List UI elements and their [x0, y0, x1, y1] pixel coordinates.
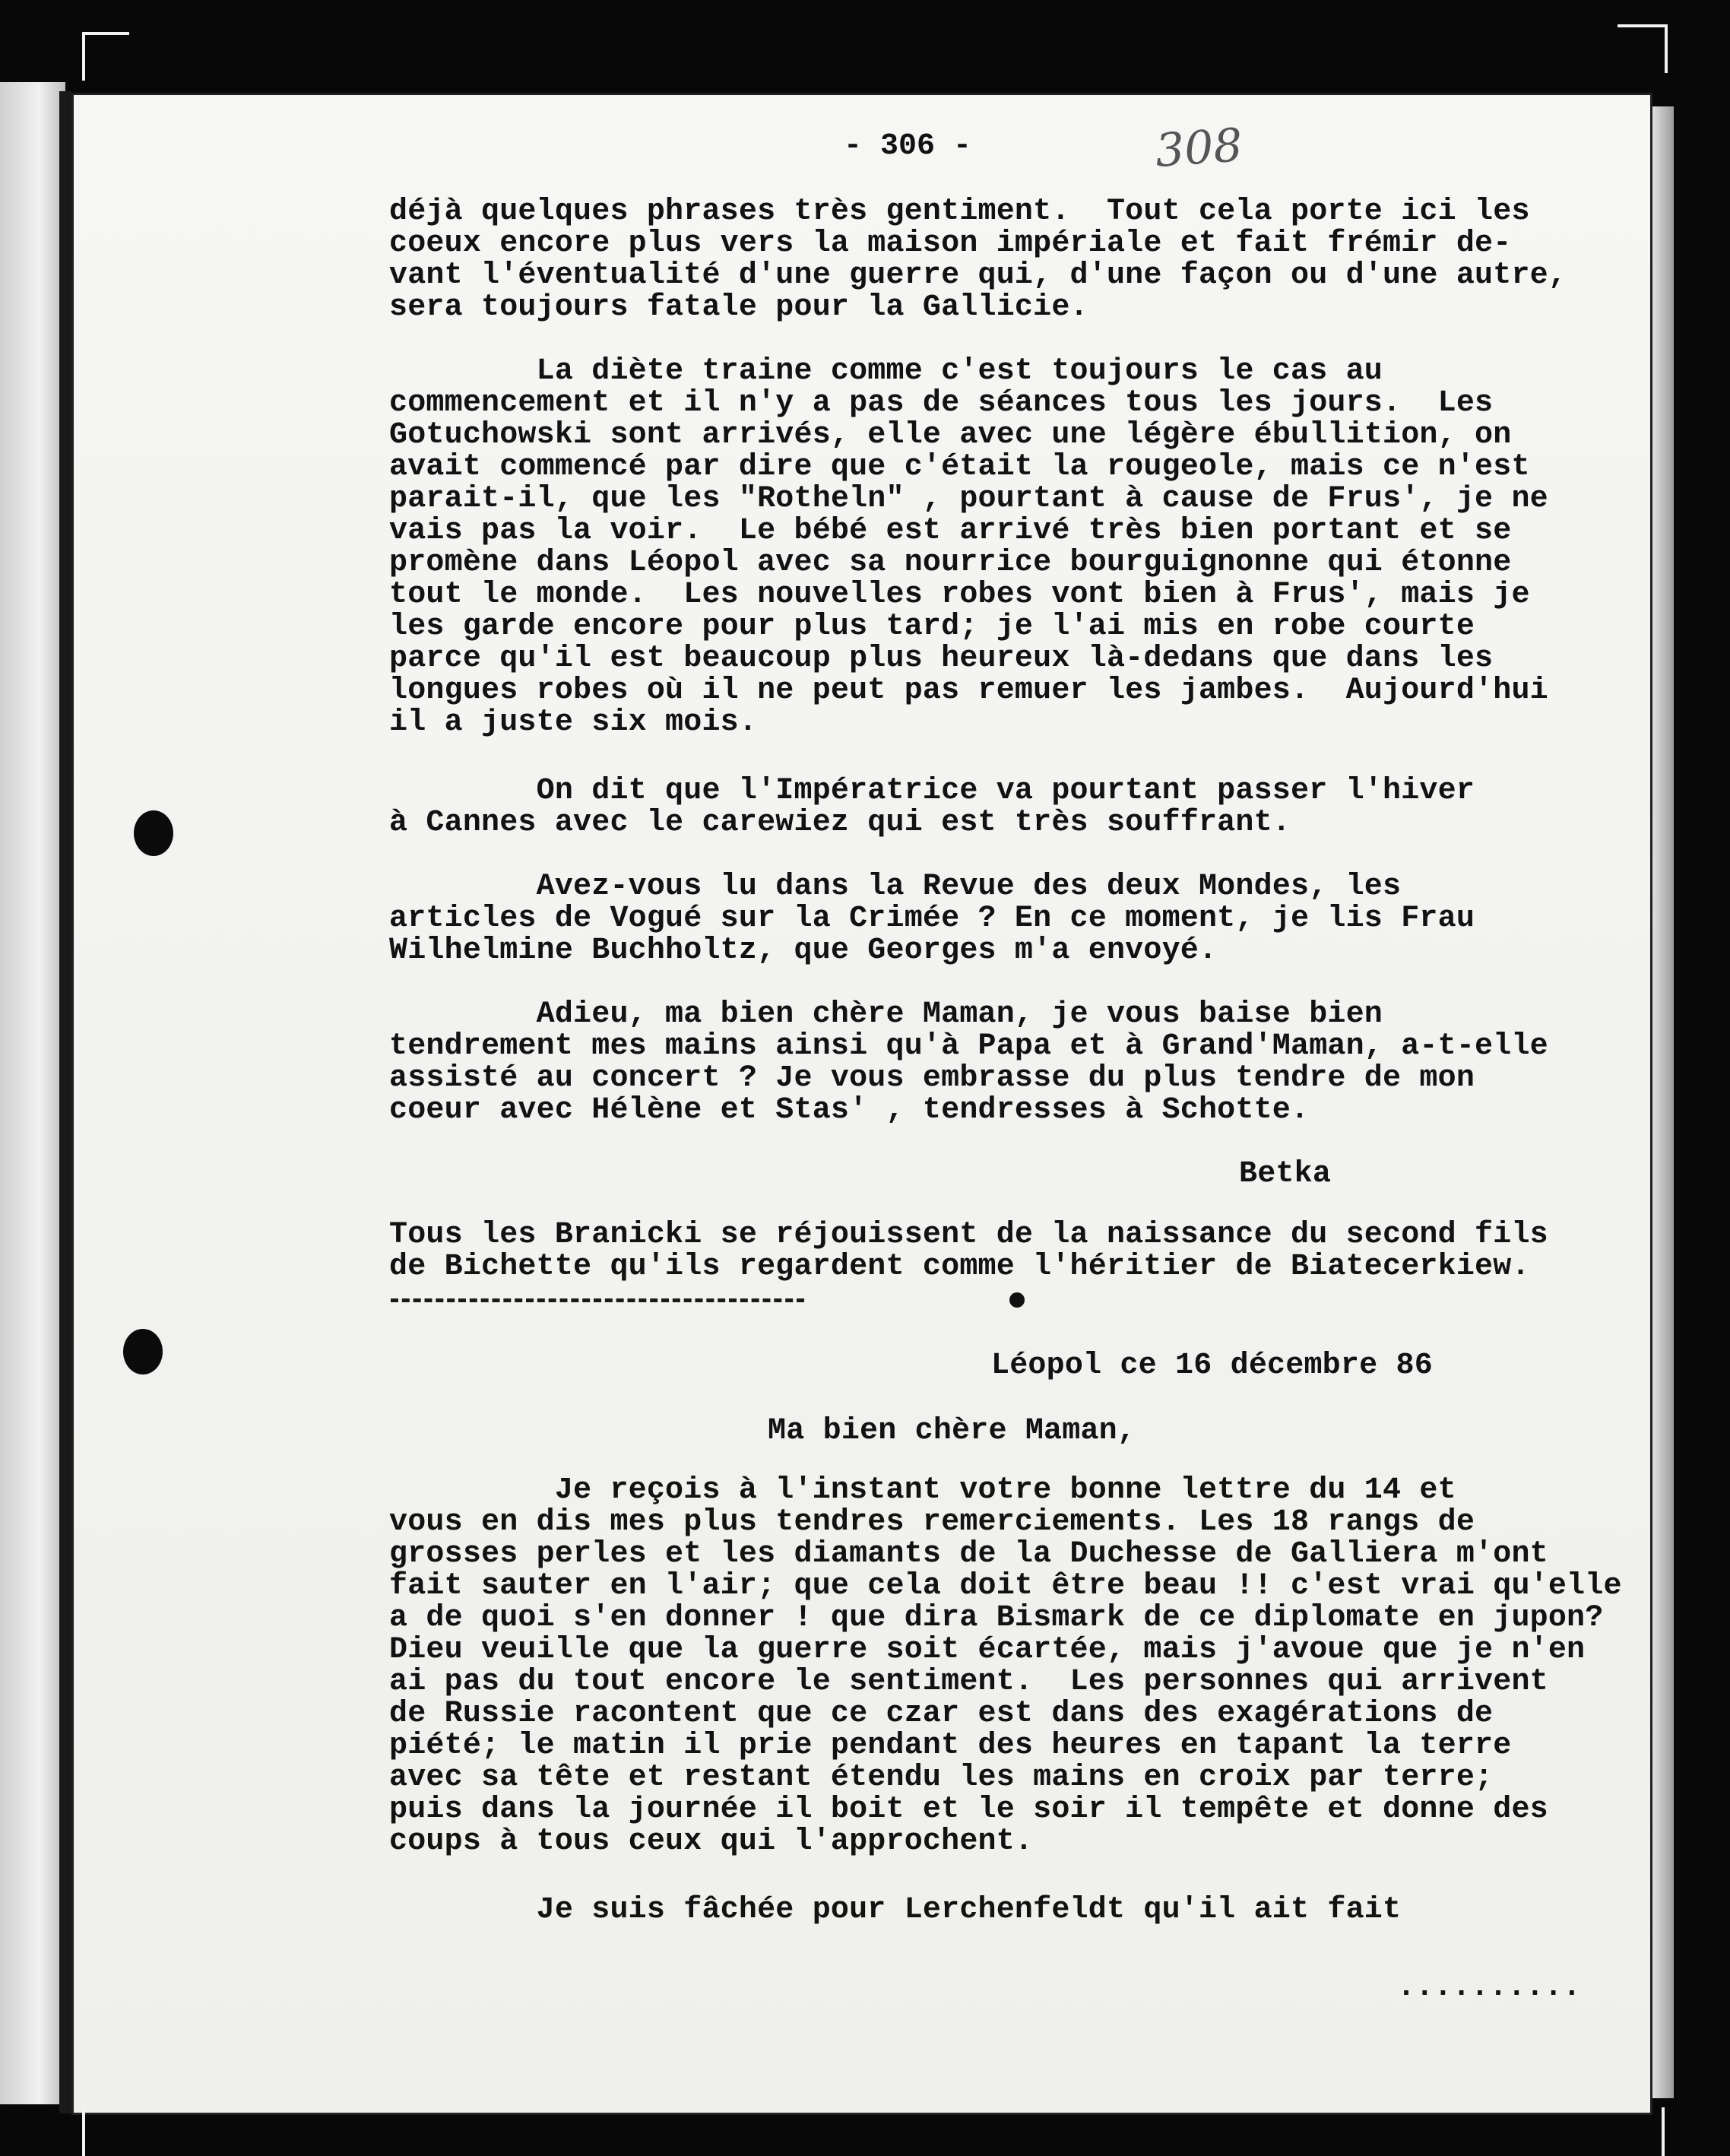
text-line: déjà quelques phrases très gentiment. Tout cela porte ici les: [389, 195, 1530, 229]
separator-dot: [1009, 1292, 1025, 1308]
dateline: Léopol ce 16 décembre 86: [991, 1349, 1433, 1383]
signature: Betka: [1239, 1157, 1332, 1191]
punch-hole: [123, 1329, 163, 1374]
crop-mark-bottom-right: [1662, 2107, 1668, 2156]
punch-hole: [134, 810, 173, 856]
text-line: a de quoi s'en donner ! que dira Bismark de ce diplomate en jupon?: [389, 1601, 1604, 1635]
text-line: Wilhelmine Buchholtz, que Georges m'a envoyé.: [389, 934, 1218, 968]
text-line: parait-il, que les "Rotheln" , pourtant à cause de Frus', je ne: [389, 482, 1548, 516]
text-line: Gotuchowski sont arrivés, elle avec une légère ébullition, on: [389, 418, 1512, 452]
text-line: piété; le matin il prie pendant des heures en tapant la terre: [389, 1729, 1512, 1763]
text-line: tout le monde. Les nouvelles robes vont bien à Frus', mais je: [389, 578, 1530, 612]
text-line: coups à tous ceux qui l'approchent.: [389, 1825, 1034, 1859]
text-line: sera toujours fatale pour la Gallicie.: [389, 290, 1088, 325]
text-line: parce qu'il est beaucoup plus heureux là-dedans que dans les: [389, 642, 1494, 676]
paragraph-3: [389, 775, 1681, 839]
text-line: Avez-vous lu dans la Revue des deux Mondes, les: [389, 870, 1402, 904]
text-line: de Russie racontent que ce czar est dans des exagérations de: [389, 1697, 1494, 1731]
text-line: assisté au concert ? Je vous embrasse du plus tendre de mon: [389, 1061, 1475, 1095]
text-line: Je suis fâchée pour Lerchenfeldt qu'il ait fait: [389, 1893, 1402, 1927]
text-line: tendrement mes mains ainsi qu'à Papa et à Grand'Maman, a-t-elle: [389, 1029, 1548, 1064]
handwritten-page-annotation: 308: [1153, 119, 1244, 178]
adjacent-page-edge: [0, 82, 65, 2104]
crop-mark-top-left: [82, 32, 129, 81]
paragraph-7: [389, 1894, 1681, 1926]
page-number: - 306 -: [844, 129, 972, 163]
text-line: Dieu veuille que la guerre soit écartée, mais j'avoue que je n'en: [389, 1633, 1586, 1667]
text-line: ai pas du tout encore le sentiment. Les personnes qui arrivent: [389, 1665, 1548, 1699]
text-line: coeux encore plus vers la maison impériale et fait frémir de-: [389, 227, 1512, 261]
text-line: coeur avec Hélène et Stas' , tendresses à Schotte.: [389, 1093, 1310, 1127]
text-line: vous en dis mes plus tendres remerciements. Les 18 rangs de: [389, 1505, 1475, 1539]
paragraph-4: [389, 871, 1681, 967]
text-line: commencement et il n'y a pas de séances tous les jours. Les: [389, 386, 1494, 420]
text-line: On dit que l'Impératrice va pourtant passer l'hiver: [389, 774, 1475, 808]
postscript: [389, 1219, 1681, 1283]
paragraph-1: [389, 196, 1681, 324]
crop-mark-top-right: [1618, 24, 1668, 73]
continuation-dots: ..........: [1397, 1971, 1582, 2005]
text-line: avec sa tête et restant étendu les mains en croix par terre;: [389, 1761, 1494, 1795]
text-line: de Bichette qu'ils regardent comme l'héritier de Biatecerkiew.: [389, 1250, 1530, 1284]
text-line: les garde encore pour plus tard; je l'ai mis en robe courte: [389, 610, 1475, 644]
paragraph-2: [389, 356, 1681, 739]
paragraph-5: [389, 999, 1681, 1127]
text-line: Je reçois à l'instant votre bonne lettre du 14 et: [389, 1473, 1456, 1508]
paragraph-6: [389, 1475, 1681, 1858]
text-line: grosses perles et les diamants de la Duchesse de Galliera m'ont: [389, 1537, 1548, 1571]
text-line: longues robes où il ne peut pas remuer les jambes. Aujourd'hui: [389, 674, 1548, 708]
text-line: promène dans Léopol avec sa nourrice bourguignonne qui étonne: [389, 546, 1512, 580]
text-line: avait commencé par dire que c'était la rougeole, mais ce n'est: [389, 450, 1530, 484]
text-line: puis dans la journée il boit et le soir il tempête et donne des: [389, 1793, 1548, 1827]
letter-separator-line: [391, 1298, 804, 1302]
text-line: vais pas la voir. Le bébé est arrivé très bien portant et se: [389, 514, 1512, 548]
binding-shadow: [59, 91, 71, 2113]
text-line: à Cannes avec le carewiez qui est très souffrant.: [389, 806, 1291, 840]
text-line: fait sauter en l'air; que cela doit être beau !! c'est vrai qu'elle: [389, 1569, 1622, 1603]
text-line: Tous les Branicki se réjouissent de la naissance du second fils: [389, 1218, 1548, 1252]
salutation: Ma bien chère Maman,: [768, 1414, 1136, 1448]
text-line: vant l'éventualité d'une guerre qui, d'une façon ou d'une autre,: [389, 258, 1567, 293]
text-line: il a juste six mois.: [389, 705, 758, 740]
text-line: Adieu, ma bien chère Maman, je vous baise bien: [389, 997, 1383, 1032]
text-line: articles de Vogué sur la Crimée ? En ce moment, je lis Frau: [389, 902, 1475, 936]
text-line: La diète traine comme c'est toujours le cas au: [389, 354, 1383, 388]
crop-mark-bottom-left: [82, 2107, 88, 2156]
